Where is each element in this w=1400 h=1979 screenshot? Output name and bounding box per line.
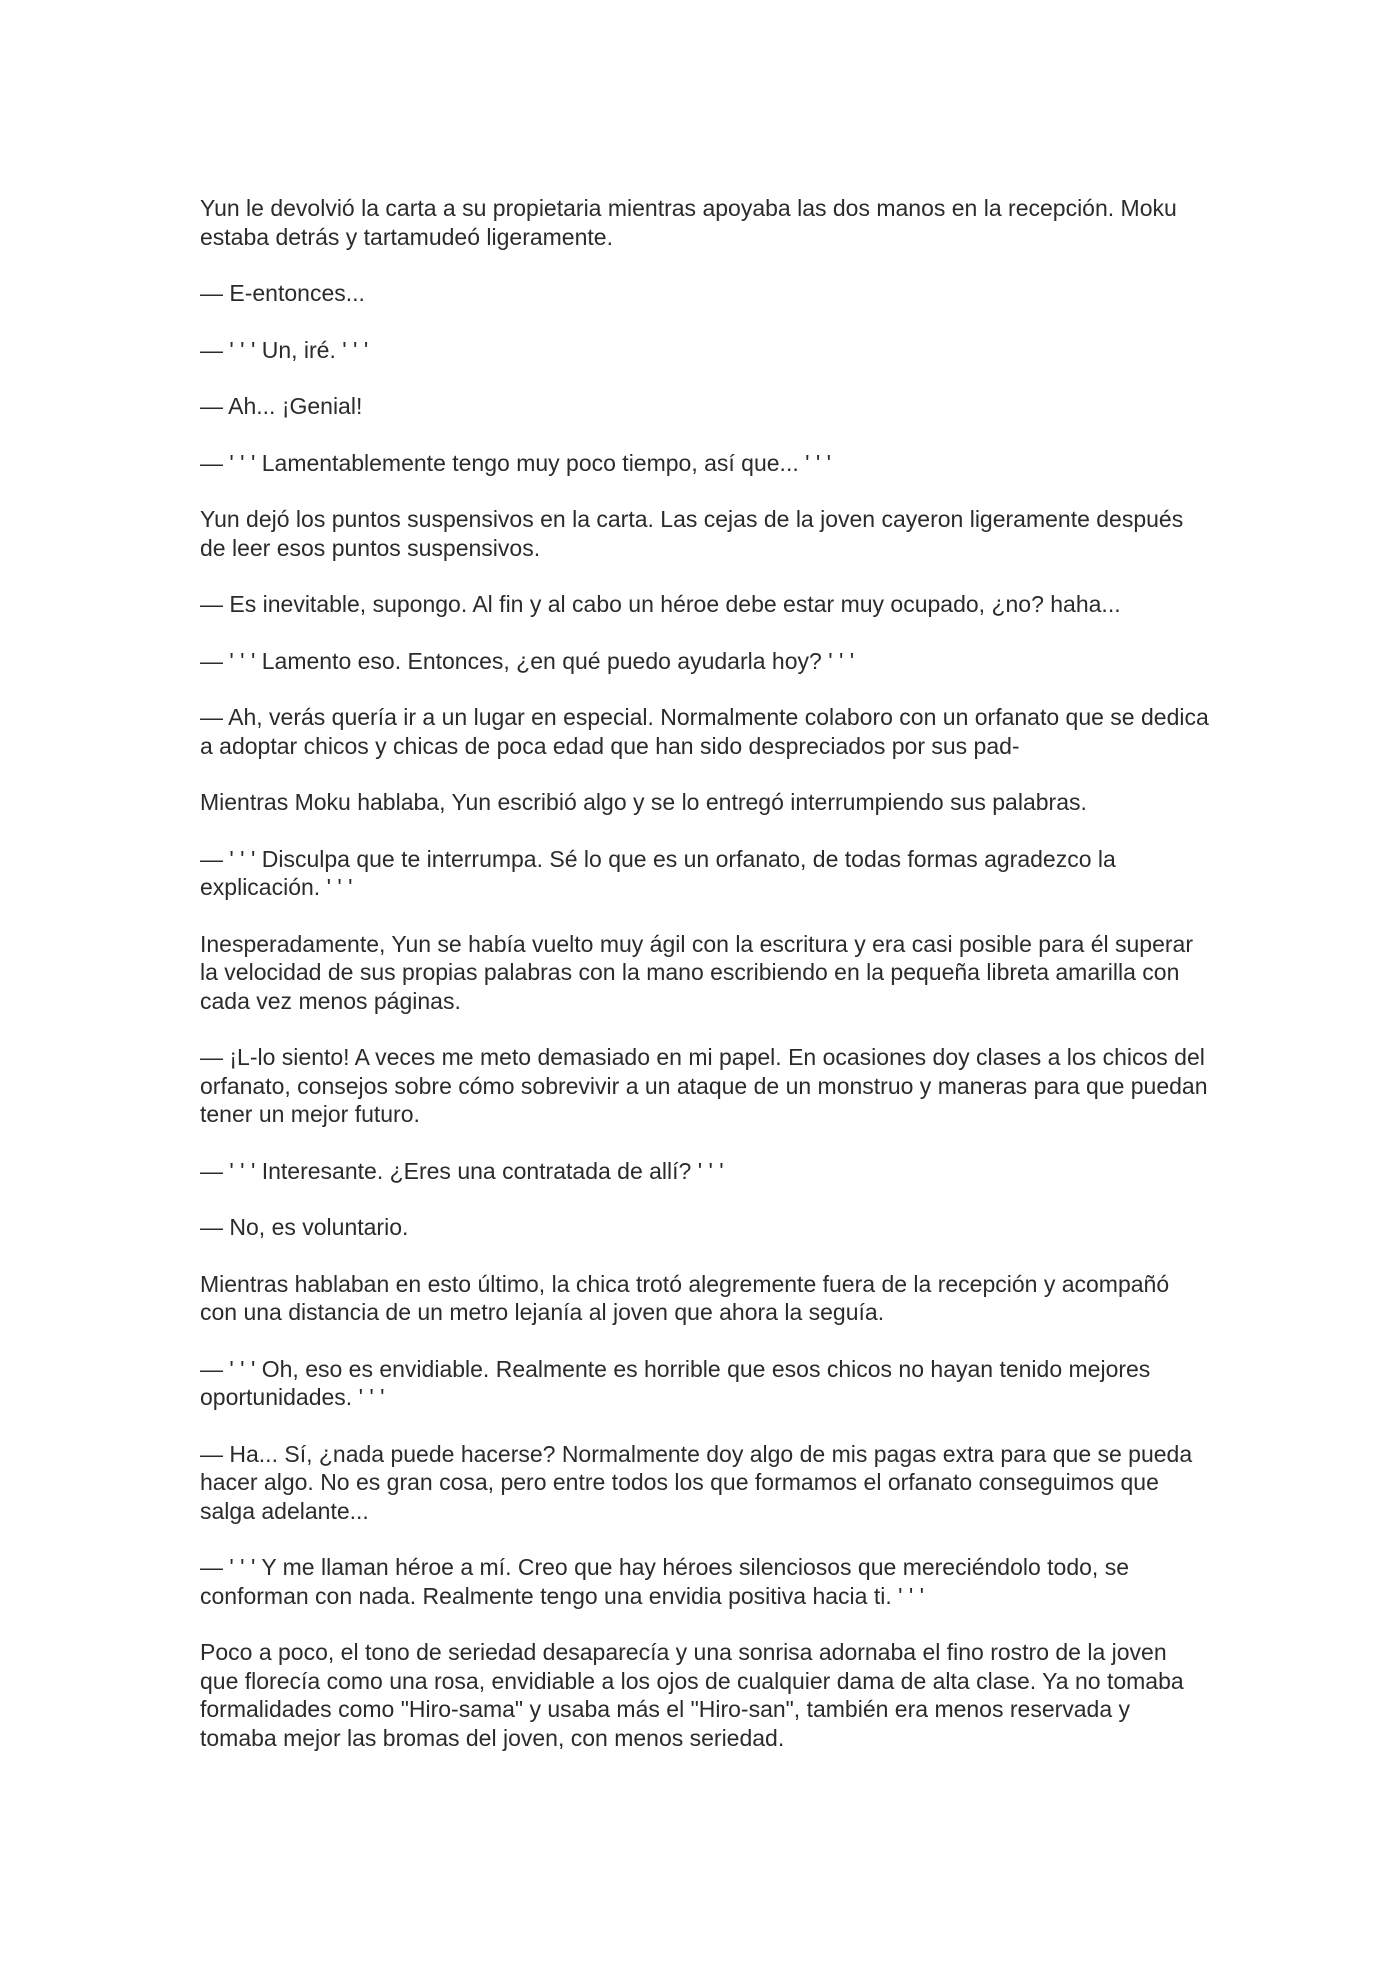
paragraph: — ¡L-lo siento! A veces me meto demasiado en mi papel. En ocasiones doy clases a los chicos del orfanato, consejos sobre cómo sobrevivir a un ataque de un monstruo y maneras para que puedan tener un mejor futuro. bbox=[200, 1044, 1208, 1127]
paragraph: — ' ' ' Y me llaman héroe a mí. Creo que hay héroes silenciosos que mereciéndolo todo, se conforman con nada. Realmente tengo una envidia positiva hacia ti. ' ' ' bbox=[200, 1554, 1129, 1609]
paragraph: Yun dejó los puntos suspensivos en la carta. Las cejas de la joven cayeron ligeramente después de leer esos puntos suspensivos. bbox=[200, 506, 1184, 561]
paragraph: Mientras Moku hablaba, Yun escribió algo y se lo entregó interrumpiendo sus palabras. bbox=[200, 789, 1087, 815]
paragraph: — ' ' ' Interesante. ¿Eres una contratada de allí? ' ' ' bbox=[200, 1157, 724, 1184]
paragraph: — Es inevitable, supongo. Al fin y al cabo un héroe debe estar muy ocupado, ¿no? haha... bbox=[200, 591, 1121, 617]
paragraph: — Ah, verás quería ir a un lugar en especial. Normalmente colaboro con un orfanato que se dedica a adoptar chicos y chicas de poca edad que han sido despreciados por sus pad- bbox=[200, 704, 1209, 759]
paragraph: — ' ' ' Disculpa que te interrumpa. Sé lo que es un orfanato, de todas formas agradezco la explicación. ' ' ' bbox=[200, 845, 1116, 900]
paragraph: — No, es voluntario. bbox=[200, 1214, 409, 1240]
paragraph: — ' ' ' Oh, eso es envidiable. Realmente es horrible que esos chicos no hayan tenido mejores oportunidades. ' ' ' bbox=[200, 1355, 1151, 1410]
paragraph: — Ha... Sí, ¿nada puede hacerse? Normalmente doy algo de mis pagas extra para que se pueda hacer algo. No es gran cosa, pero entre todos los que formamos el orfanato conseguimos que salga adelante... bbox=[200, 1440, 1193, 1524]
paragraph: — ' ' ' Un, iré. ' ' ' bbox=[200, 336, 369, 363]
paragraph: — E-entonces... bbox=[200, 280, 365, 306]
paragraph: Mientras hablaban en esto último, la chica trotó alegremente fuera de la recepción y acompañó con una distancia de un metro lejanía al joven que ahora la seguía. bbox=[200, 1270, 1170, 1325]
paragraph: — ' ' ' Lamento eso. Entonces, ¿en qué puedo ayudarla hoy? ' ' ' bbox=[200, 647, 855, 674]
text-body bbox=[200, 194, 1210, 1780]
paragraph: — ' ' ' Lamentablemente tengo muy poco tiempo, así que... ' ' ' bbox=[200, 449, 832, 476]
paragraph: — Ah... ¡Genial! bbox=[200, 393, 363, 419]
paragraph: Yun le devolvió la carta a su propietaria mientras apoyaba las dos manos en la recepción. Moku estaba detrás y tartamudeó ligeramente. bbox=[200, 195, 1177, 250]
paragraph: Poco a poco, el tono de seriedad desaparecía y una sonrisa adornaba el fino rostro de la joven que florecía como una rosa, envidiable a los ojos de cualquier dama de alta clase. Ya no tomaba formalidades como "Hiro-sama" y usaba más el "Hiro-san", también era menos reservada y tomaba mejor las bromas del joven, con menos seriedad. bbox=[200, 1639, 1184, 1751]
paragraph: Inesperadamente, Yun se había vuelto muy ágil con la escritura y era casi posible para él superar la velocidad de sus propias palabras con la mano escribiendo en la pequeña libreta amarilla con cada vez menos páginas. bbox=[200, 930, 1193, 1014]
